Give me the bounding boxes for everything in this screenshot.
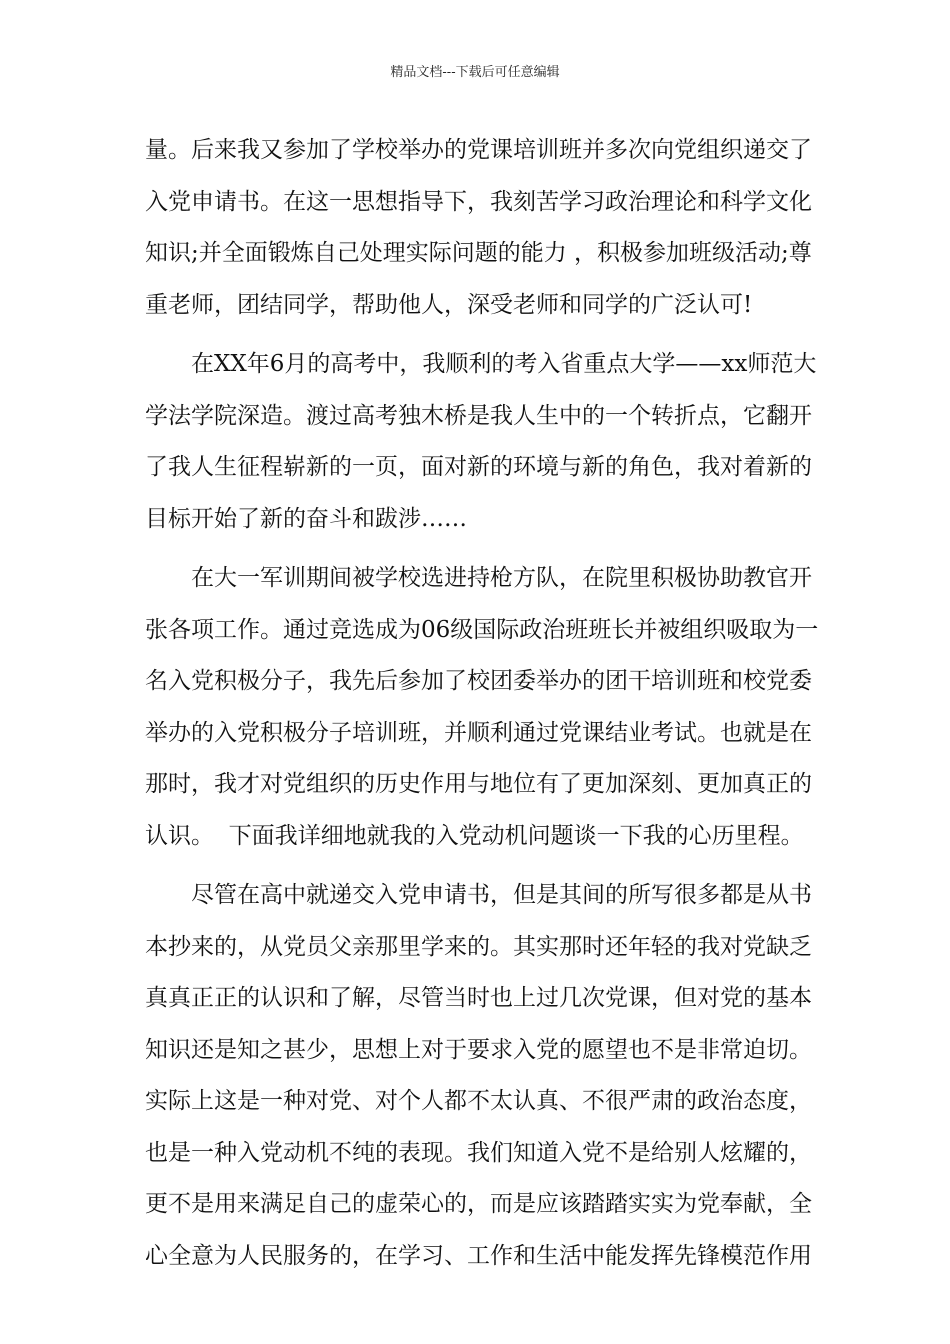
document-body: [145, 128, 819, 1285]
paragraph: [145, 873, 812, 1285]
text-line: 尽管在高中就递交入党申请书，但是其间的所写很多都是从书: [191, 882, 812, 908]
paragraph: [145, 342, 817, 548]
text-line: 了我人生征程崭新的一页，面对新的环境与新的角色，我对着新的: [145, 454, 812, 480]
text-line: 知识还是知之甚少，思想上对于要求入党的愿望也不是非常迫切。: [145, 1036, 812, 1063]
text-line: 真真正正的认识和了解，尽管当时也上过几次党课，但对党的基本: [145, 985, 812, 1011]
text-line: 本抄来的，从党员父亲那里学来的。其实那时还年轻的我对党缺乏: [145, 933, 812, 960]
text-line: 入党申请书。在这一思想指导下，我刻苦学习政治理论和科学文化: [145, 188, 812, 215]
paragraph: [145, 128, 812, 334]
text-line: 在XX年6月的高考中，我顺利的考入省重点大学——xx师范大: [191, 351, 817, 377]
text-line: 举办的入党积极分子培训班，并顺利通过党课结业考试。也就是在: [145, 719, 812, 746]
text-line: 那时，我才对党组织的历史作用与地位有了更加深刻、更加真正的: [145, 771, 812, 797]
page-header: 精品文档---下载后可任意编辑: [390, 65, 560, 80]
text-line: 知识;并全面锻炼自己处理实际问题的能力 ，积极参加班级活动;尊: [145, 240, 812, 266]
text-line: 名入党积极分子，我先后参加了校团委举办的团干培训班和校党委: [145, 668, 812, 694]
text-line: 在大一军训期间被学校选进持枪方队，在院里积极协助教官开: [191, 565, 812, 591]
text-line: 实际上这是一种对党、对个人都不太认真、不很严肃的政治态度，: [145, 1088, 812, 1114]
text-line: 学法学院深造。渡过高考独木桥是我人生中的一个转折点，它翻开: [145, 402, 812, 429]
text-line: 更不是用来满足自己的虚荣心的，而是应该踏踏实实为党奉献，全: [145, 1191, 812, 1217]
text-line: 重老师，团结同学，帮助他人，深受老师和同学的广泛认可!: [145, 291, 753, 318]
text-line: 认识。 下面我详细地就我的入党动机问题谈一下我的心历里程。: [145, 822, 804, 849]
text-line: 目标开始了新的奋斗和跋涉……: [145, 505, 467, 532]
paragraph: [145, 556, 819, 865]
text-line: 也是一种入党动机不纯的表现。我们知道入党不是给别人炫耀的，: [145, 1139, 812, 1166]
text-line: 心全意为人民服务的，在学习、工作和生活中能发挥先锋模范作用: [145, 1242, 812, 1269]
text-line: 张各项工作。通过竞选成为06级国际政治班班长并被组织吸取为一: [145, 616, 819, 643]
text-line: 量。后来我又参加了学校举办的党课培训班并多次向党组织递交了: [145, 137, 812, 163]
